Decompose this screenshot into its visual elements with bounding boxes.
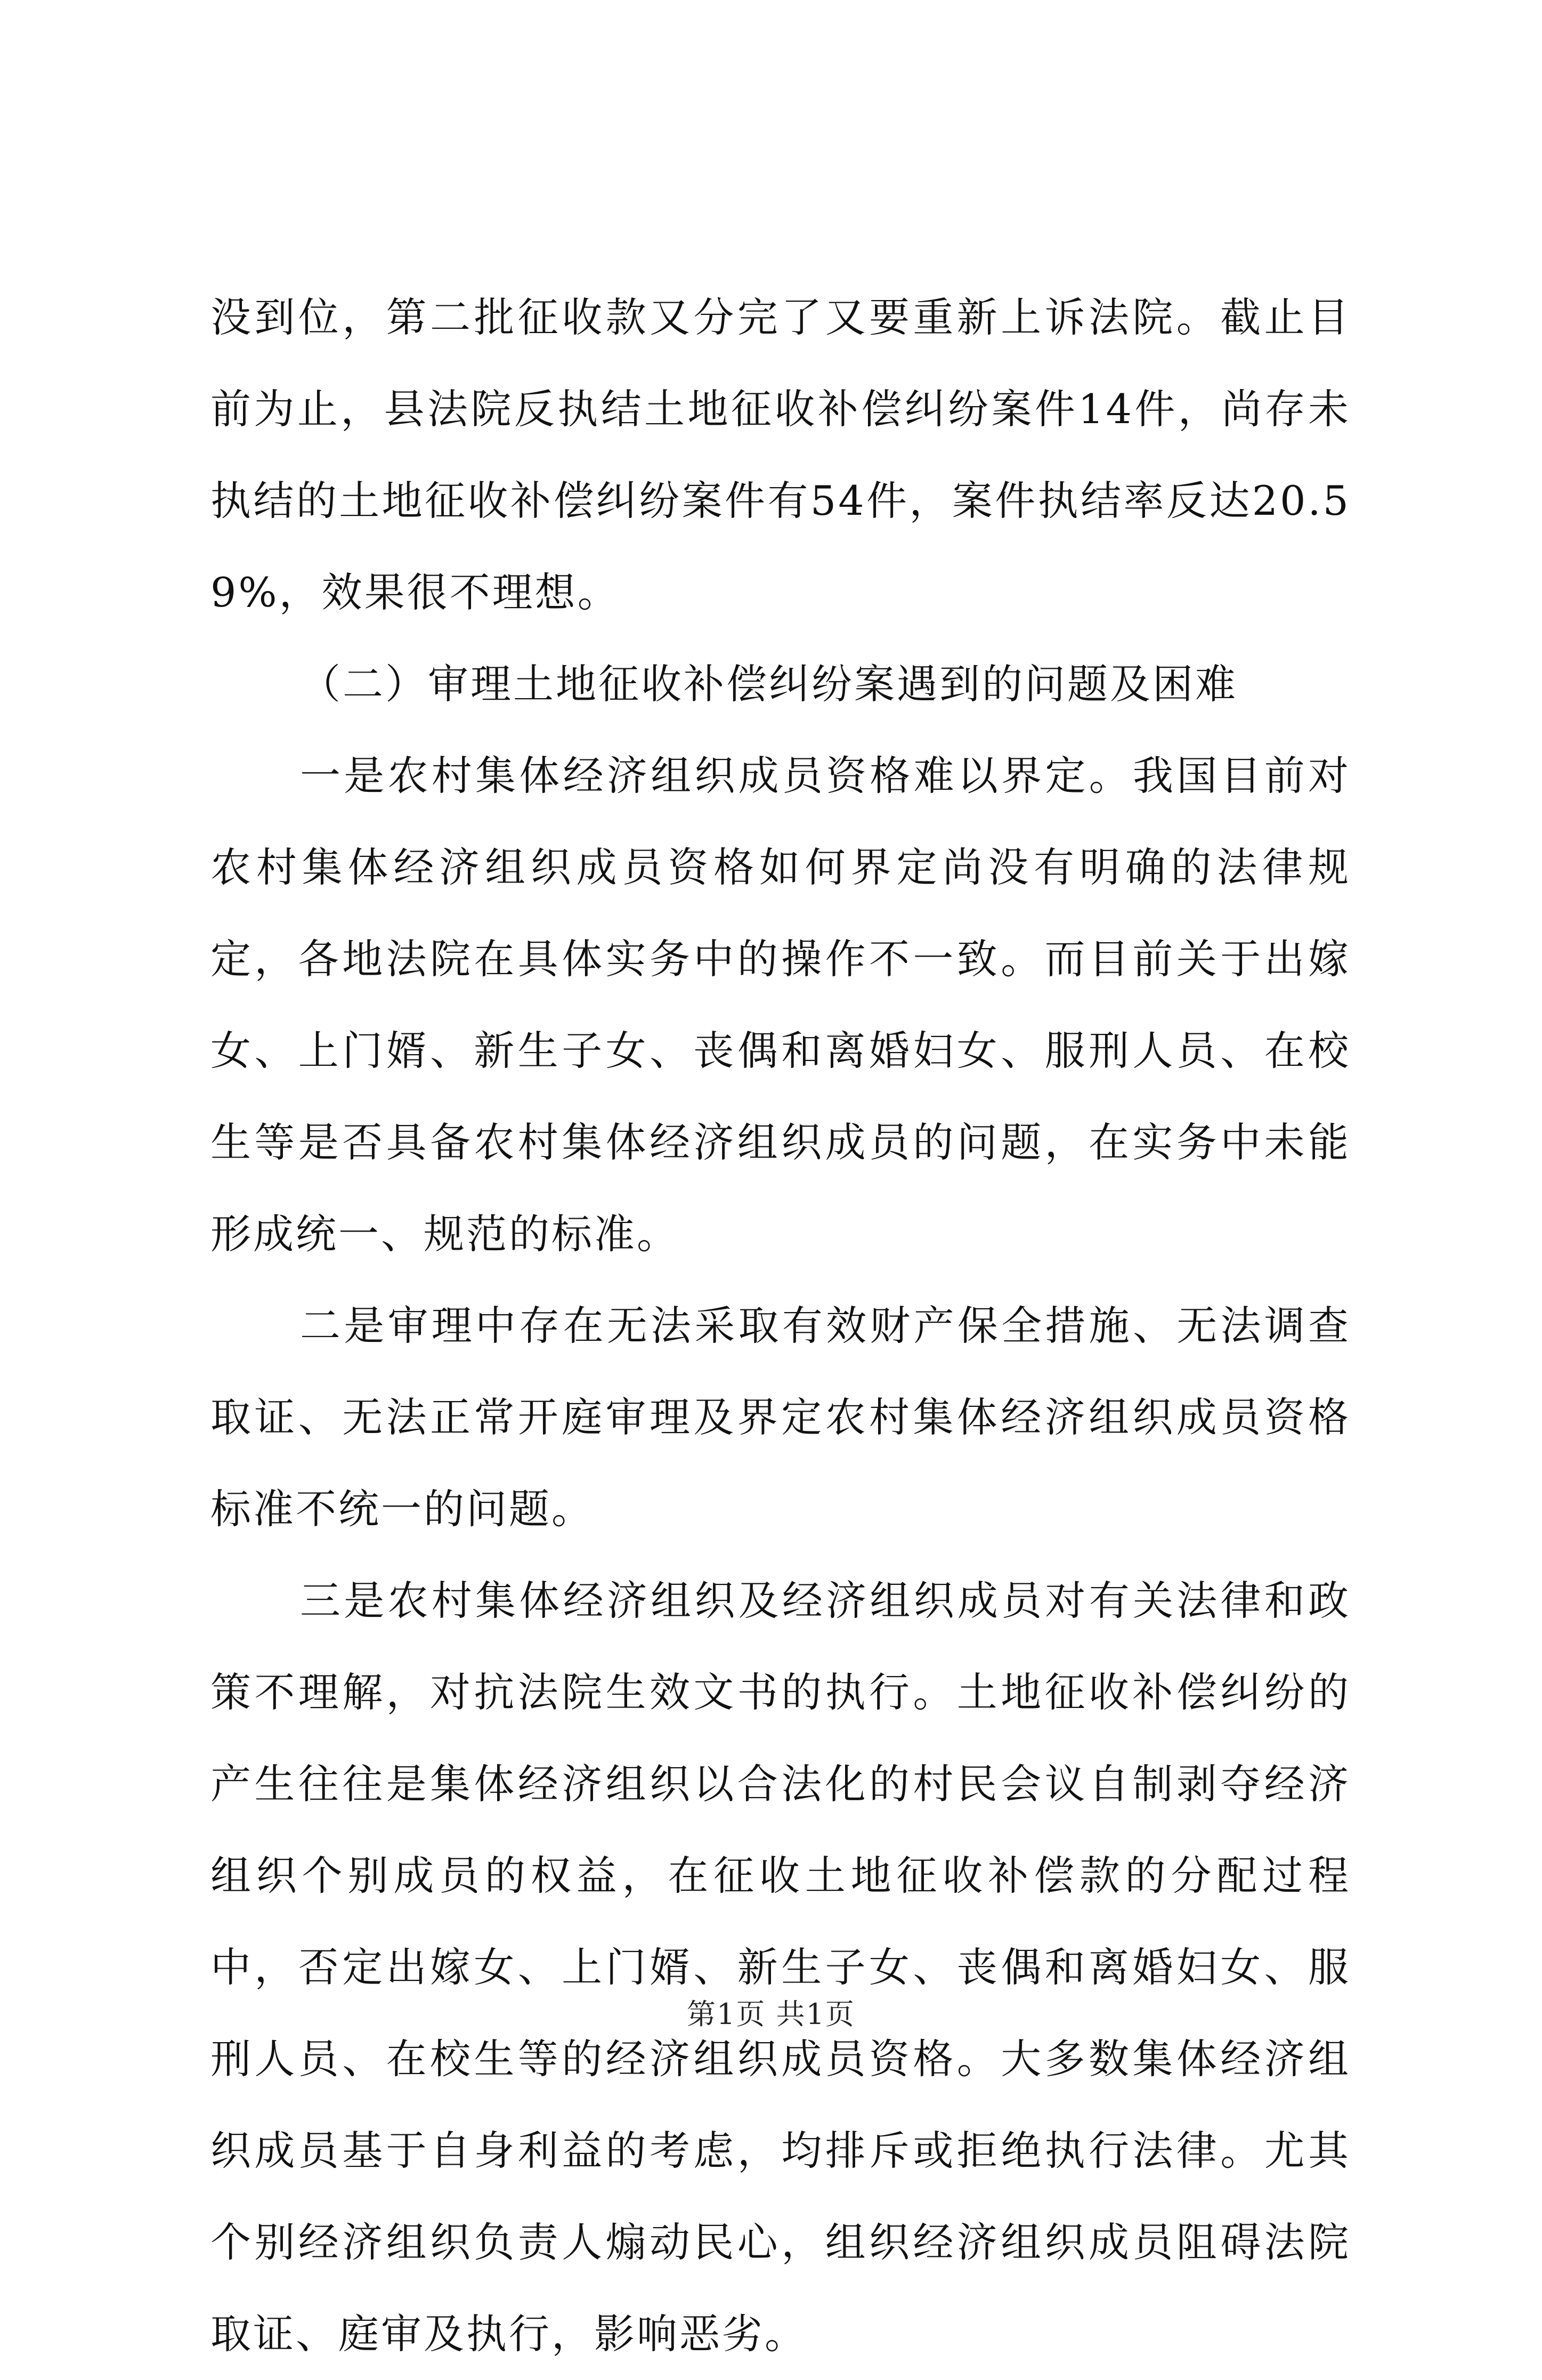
- paragraph-enforcement-issue: 三是农村集体经济组织及经济组织成员对有关法律和政策不理解，对抗法院生效文书的执行。土地征收补偿纠纷的产生往往是集体经济组织以合法化的村民会议自制剥夺经济组织个别成员的权益，在征收土地征收补偿款的分配过程中，否定出嫁女、上门婿、新生子女、丧偶和离婚妇女、服刑人员、在校生等的经济组织成员资格。大多数集体经济组织成员基于自身利益的考虑，均排斥或拒绝执行法律。尤其个别经济组织负责人煽动民心，组织经济组织成员阻碍法院取证、庭审及执行，影响恶劣。: [210, 1577, 1351, 2358]
- page-footer: 第1页 共1页: [687, 1997, 855, 2031]
- paragraph-membership-issue: 一是农村集体经济组织成员资格难以界定。我国目前对农村集体经济组织成员资格如何界定尚没有明确的法律规定，各地法院在具体实务中的操作不一致。而目前关于出嫁女、上门婿、新生子女、丧偶和离婚妇女、服刑人员、在校生等是否具备农村集体经济组织成员的问题，在实务中未能形成统一、规范的标准。: [210, 752, 1351, 1258]
- paragraph-continuation: 没到位，第二批征收款又分完了又要重新上诉法院。截止目前为止，县法院反执结土地征收补偿纠纷案件14件，尚存未执结的土地征收补偿纠纷案件有54件，案件执结率反达20.59%，效果很不理想。: [210, 294, 1351, 616]
- paragraph-trial-issue: 二是审理中存在无法采取有效财产保全措施、无法调查取证、无法正常开庭审理及界定农村集体经济组织成员资格标准不统一的问题。: [210, 1302, 1351, 1533]
- section-heading: （二）审理土地征收补偿纠纷案遇到的问题及困难: [300, 660, 1238, 708]
- document-body: [210, 272, 1351, 2380]
